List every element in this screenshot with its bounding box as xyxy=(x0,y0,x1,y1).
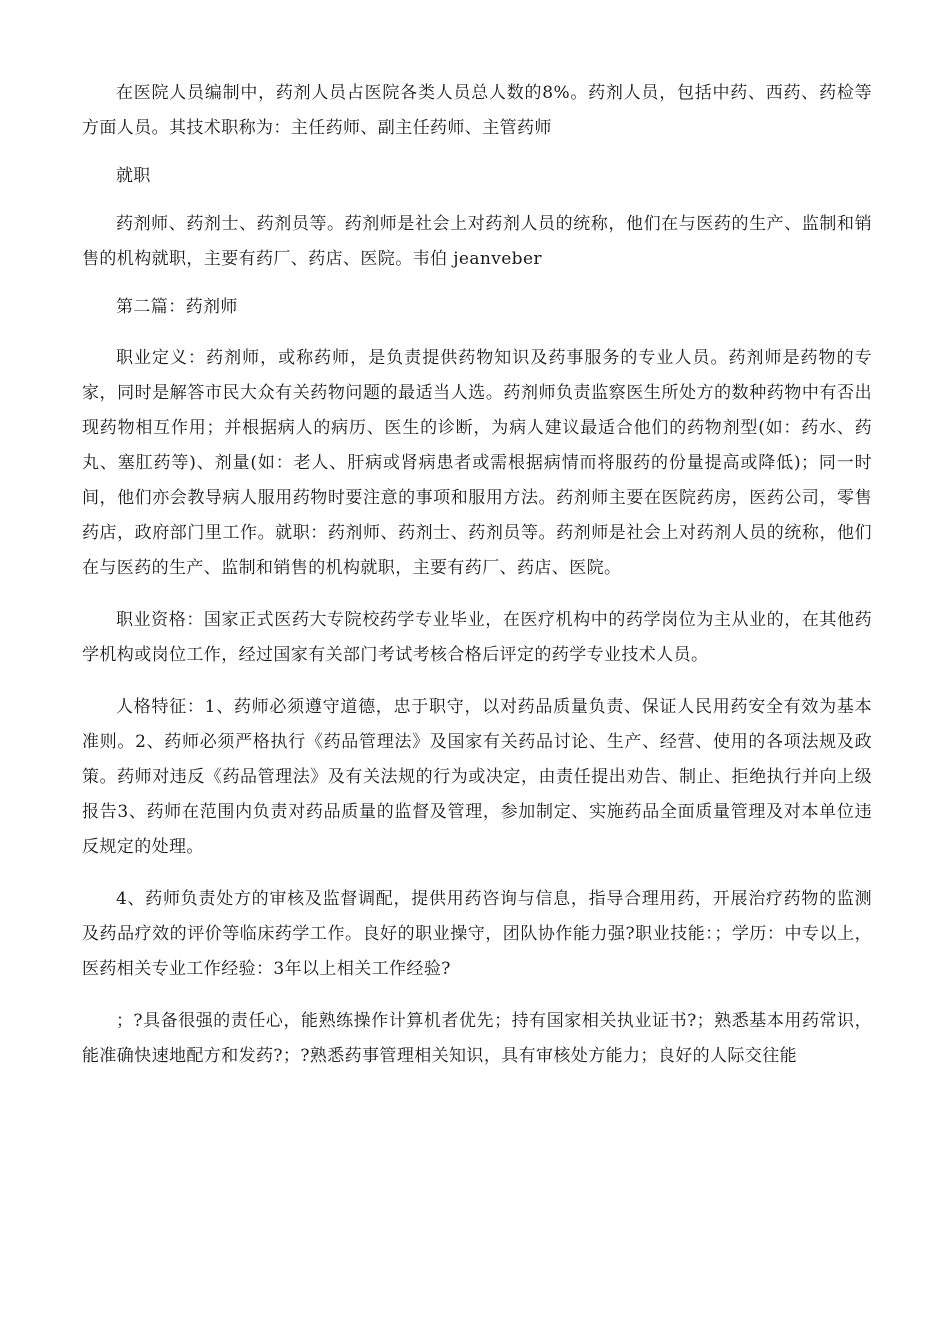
paragraph-staffing: 在医院人员编制中，药剂人员占医院各类人员总人数的8%。药剂人员，包括中药、西药、药检等方面人员。其技术职称为：主任药师、副主任药师、主管药师 xyxy=(82,83,872,138)
paragraph-qualification: 职业资格：国家正式医药大专院校药学专业毕业，在医疗机构中的药学岗位为主从业的，在其他药学机构或岗位工作，经过国家有关部门考试考核合格后评定的药学专业技术人员。 xyxy=(82,610,872,665)
paragraph-definition: 职业定义：药剂师，或称药师，是负责提供药物知识及药事服务的专业人员。药剂师是药物的专家，同时是解答市民大众有关药物问题的最适当人选。药剂师负责监察医生所处方的数种药物中有否出现药物相互作用；并根据病人的病历、医生的诊断，为病人建议最适合他们的药物剂型(如：药水、药丸、塞肛药等)、剂量(如：老人、肝病或肾病患者或需根据病情而将服药的份量提高或降低)；同一时间，他们亦会教导病人服用药物时要注意的事项和服用方法。药剂师主要在医院药房，医药公司，零售药店，政府部门里工作。就职：药剂师、药剂士、药剂员等。药剂师是社会上对药剂人员的统称，他们在与医药的生产、监制和销售的机构就职，主要有药厂、药店、医院。 xyxy=(82,348,872,578)
paragraph-employment: 药剂师、药剂士、药剂员等。药剂师是社会上对药剂人员的统称，他们在与医药的生产、监制和销售的机构就职，主要有药厂、药店、医院。韦伯 jeanveber xyxy=(82,214,872,269)
document-page xyxy=(82,76,872,1074)
section-heading-part-two: 第二篇：药剂师 xyxy=(116,297,238,317)
paragraph-requirements: ；?具备很强的责任心，能熟练操作计算机者优先；持有国家相关执业证书?；熟悉基本用药常识，能准确快速地配方和发药?；?熟悉药事管理相关知识，具有审核处方能力；良好的人际交往能 xyxy=(82,1011,872,1066)
paragraph-personality: 人格特征：1、药师必须遵守道德，忠于职守，以对药品质量负责、保证人民用药安全有效为基本准则。2、药师必须严格执行《药品管理法》及国家有关药品讨论、生产、经营、使用的各项法规及政策。药师对违反《药品管理法》及有关法规的行为或决定，由责任提出劝告、制止、拒绝执行并向上级报告3、药师在范围内负责对药品质量的监督及管理，参加制定、实施药品全面质量管理及对本单位违反规定的处理。 xyxy=(82,697,872,857)
paragraph-duties: 4、药师负责处方的审核及监督调配，提供用药咨询与信息，指导合理用药，开展治疗药物的监测及药品疗效的评价等临床药学工作。良好的职业操守，团队协作能力强?职业技能：；学历：中专以上，医药相关专业工作经验：3年以上相关工作经验? xyxy=(82,889,872,979)
paragraph-employment-heading: 就职 xyxy=(116,166,151,186)
